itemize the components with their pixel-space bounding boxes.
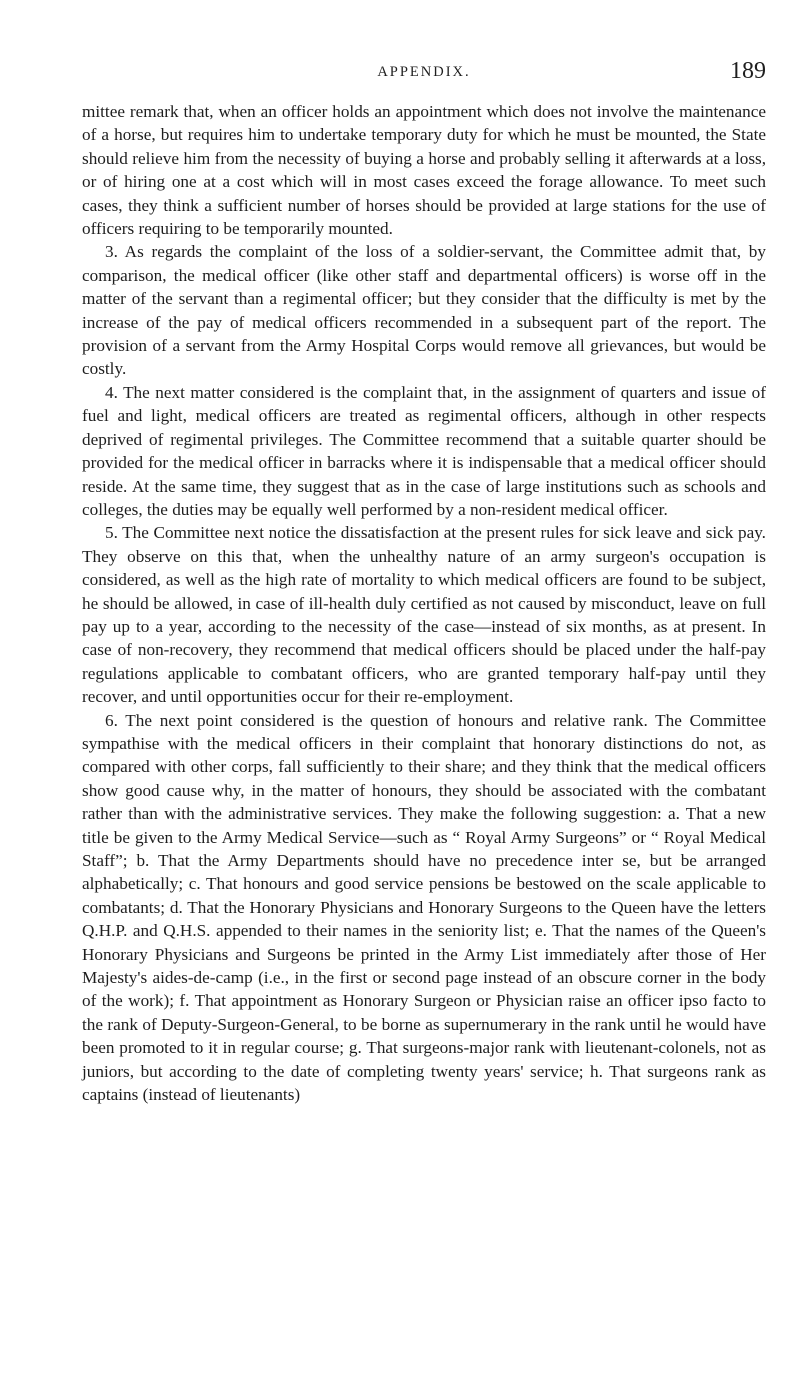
paragraph-continued <box>82 100 766 240</box>
running-title: APPENDIX. <box>377 64 471 80</box>
paragraph-6 <box>82 709 766 1107</box>
paragraph-4 <box>82 381 766 521</box>
paragraph-number: 5. <box>105 523 118 543</box>
body-text <box>82 100 766 1106</box>
running-head <box>82 58 766 88</box>
paragraph-number: 3. <box>105 242 118 262</box>
paragraph-5 <box>82 521 766 708</box>
paragraph-text: The Committee next notice the dissatisfaction at the present rules for sick leave and sick pay. They observe on this that, when the unhealthy nature of an army surgeon's occupation is considered, as well as the high rate of mortality to which medical officers are found to be subject, he should be allowed, in case of ill-health duly certified as not caused by misconduct, leave on full pay up to a year, according to the necessity of the case—instead of six months, as at present. In case of non-recovery, they recommend that medical officers should be placed under the half-pay regulations applicable to combatant officers, who are granted temporary half-pay until they recover, and until opportunities occur for their re-employment. <box>82 523 766 707</box>
paragraph-3 <box>82 240 766 380</box>
paragraph-text: The next point considered is the question of honours and relative rank. The Committee sympathise with the medical officers in their complaint that honorary distinctions do not, as compared with other corps, fall sufficiently to their share; and they think that the medical officers show good cause why, in the matter of honours, they should be associated with the combatant rather than with the administrative services. They make the following suggestion: a. That a new title be given to the Army Medical Service—such as “ Royal Army Surgeons” or “ Royal Medical Staff”; b. That the Army Departments should have no precedence inter se, but be arranged alphabetically; c. That honours and good service pensions be bestowed on the scale applicable to combatants; d. That the Honorary Physicians and Honorary Surgeons to the Queen have the letters Q.H.P. and Q.H.S. appended to their names in the seniority list; e. That the names of the Queen's Honorary Physicians and Surgeons be printed in the Army List immediately after those of Her Majesty's aides-de-camp (i.e., in the first or second page instead of an obscure corner in the body of the work); f. That appointment as Honorary Surgeon or Physician raise an officer ipso facto to the rank of Deputy-Surgeon-General, to be borne as supernumerary in the rank until he would have been promoted to it in regular course; g. That surgeons-major rank with lieutenant-colonels, not as juniors, but according to the date of completing twenty years' service; h. That surgeons rank as captains (instead of lieutenants) <box>82 710 766 1105</box>
paragraph-number: 6. <box>105 710 118 730</box>
page-number: 189 <box>730 58 766 84</box>
paragraph-number: 4. <box>105 382 118 402</box>
paragraph-text: mittee remark that, when an officer holds an appointment which does not involve the maintenance of a horse, but requires him to undertake temporary duty for which he must be mounted, the State should relieve him from the necessity of buying a horse and probably selling it afterwards at a loss, or of hiring one at a cost which will in most cases exceed the forage allowance. To meet such cases, they think a sufficient number of horses should be provided at large stations for the use of officers requiring to be temporarily mounted. <box>82 102 766 239</box>
paragraph-text: The next matter considered is the complaint that, in the assignment of quarters and issue of fuel and light, medical officers are treated as regimental officers, although in other respects deprived of regimental privileges. The Committee recommend that a suitable quarter should be provided for the medical officer in barracks where it is indispensable that a medical officer should reside. At the same time, they suggest that as in the case of large institutions such as schools and colleges, the duties may be equally well performed by a non-resident medical officer. <box>82 382 766 519</box>
paragraph-text: As regards the complaint of the loss of a soldier-servant, the Committee admit that, by comparison, the medical officer (like other staff and departmental officers) is worse off in the matter of the servant than a regimental officer; but they consider that the difficulty is met by the increase of the pay of medical officers recommended in a subsequent part of the report. The provision of a servant from the Army Hospital Corps would remove all grievances, but would be costly. <box>82 242 766 379</box>
